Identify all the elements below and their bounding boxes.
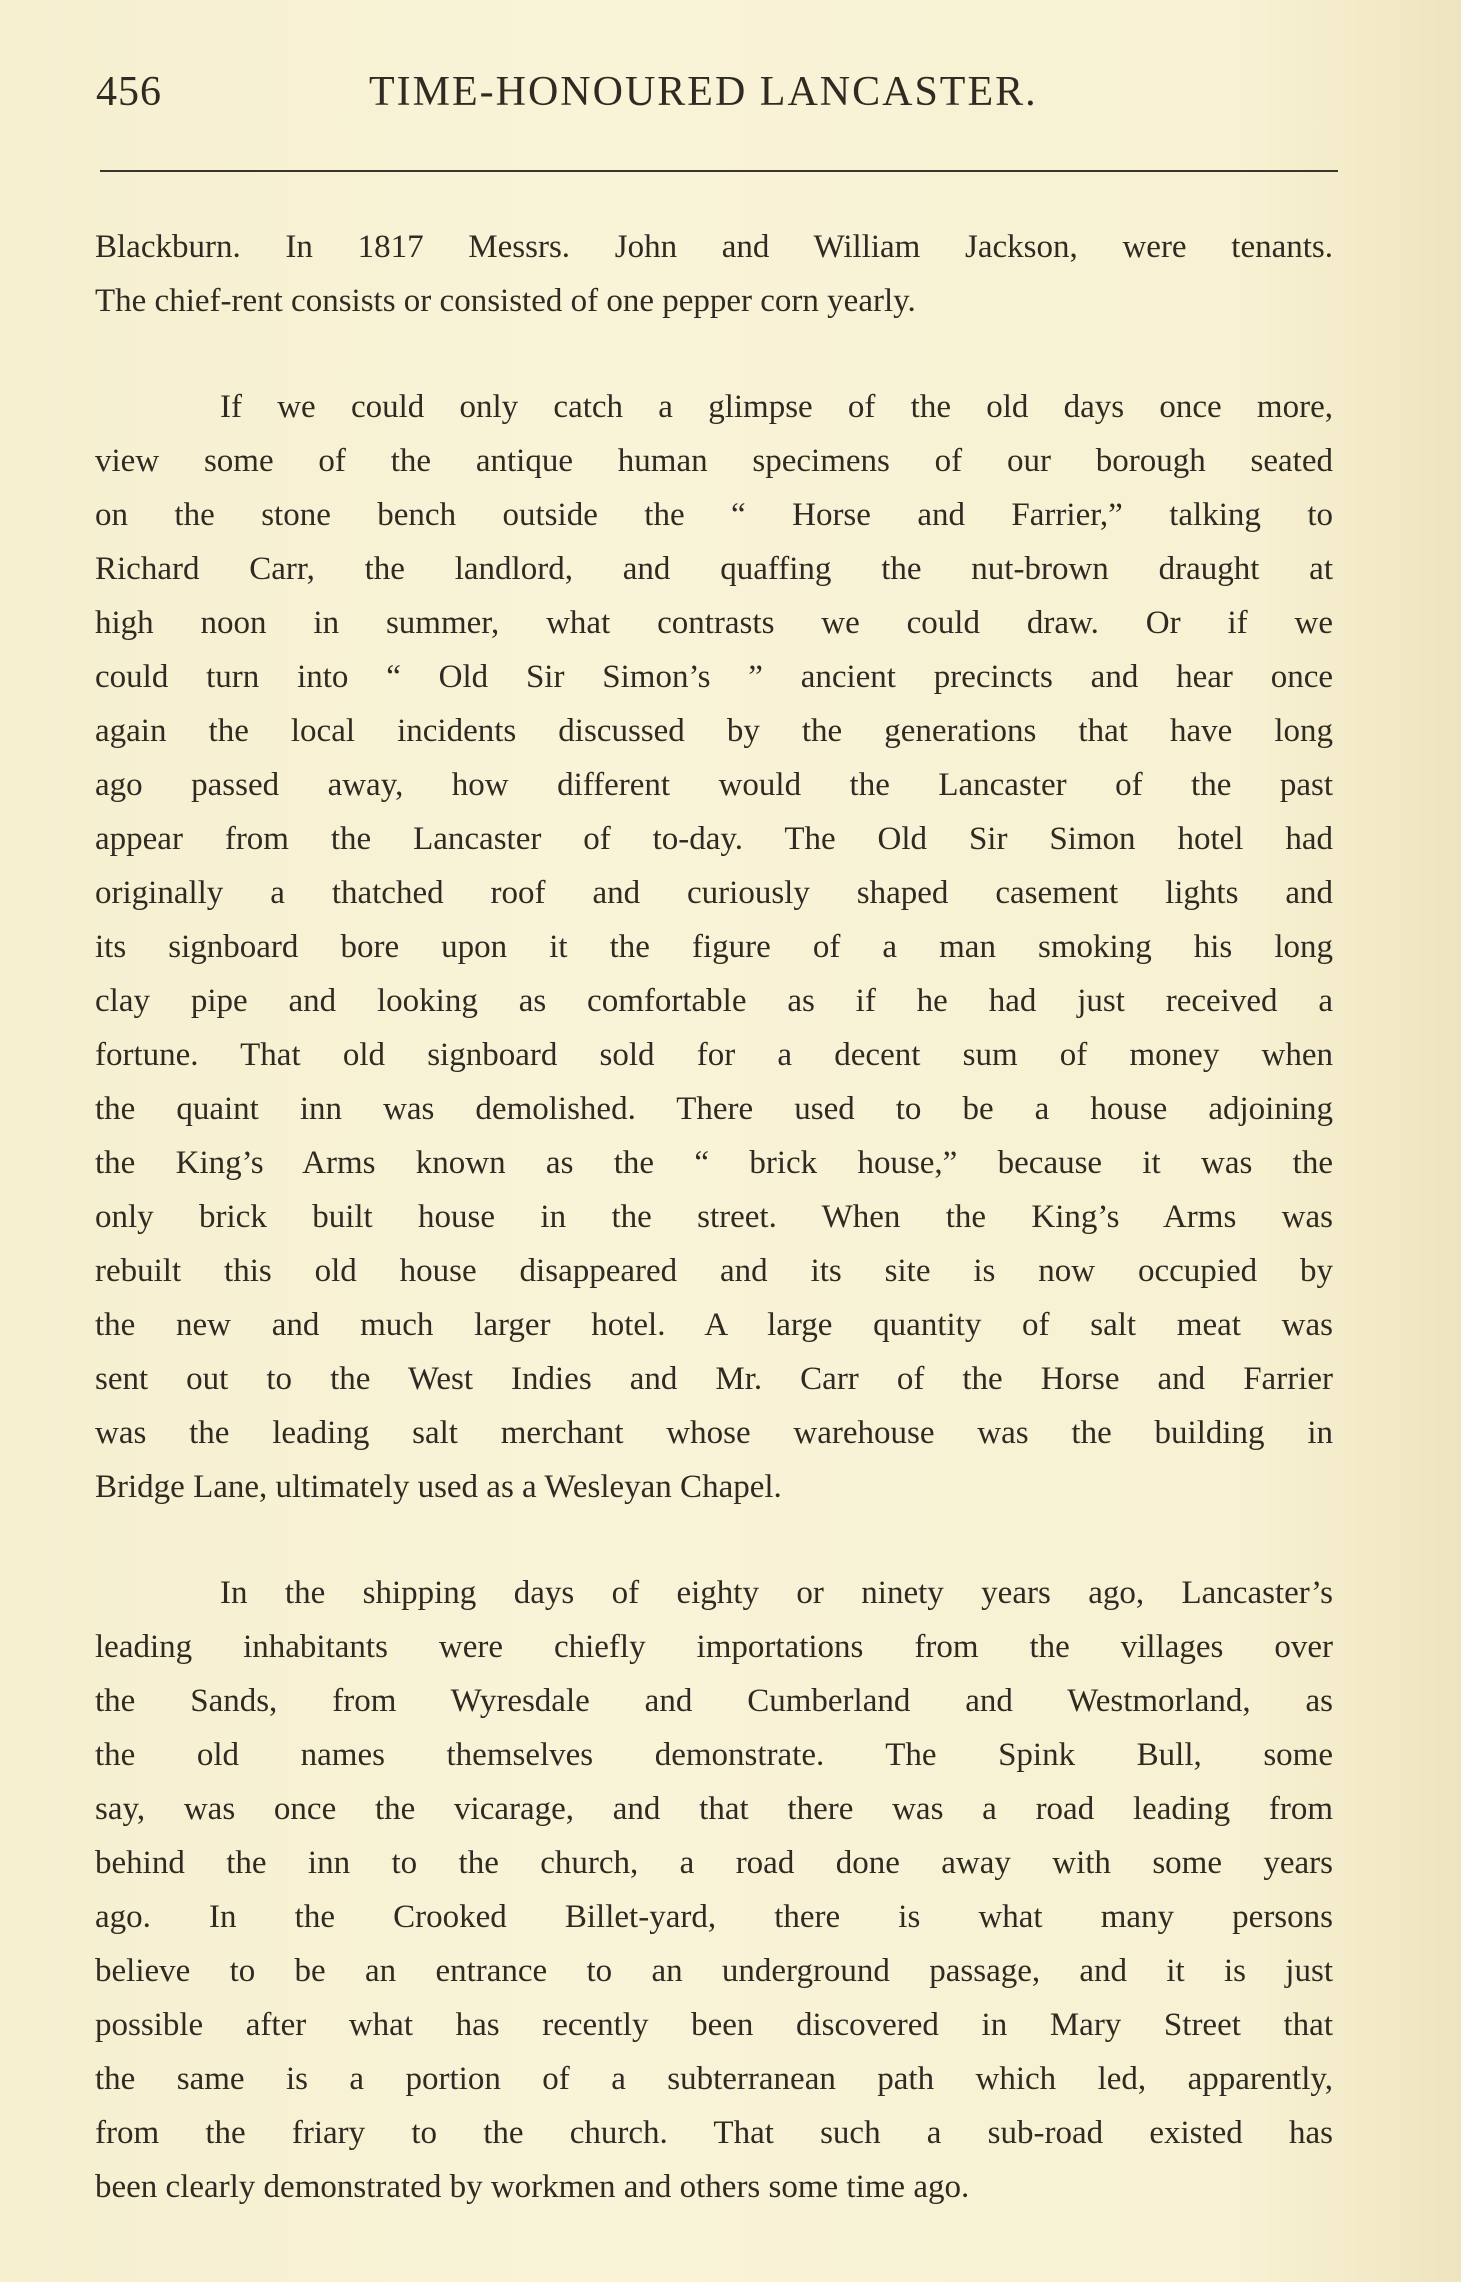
text-line: fortune. That old signboard sold for a decent sum of money when bbox=[95, 1037, 1333, 1073]
paragraph-1 bbox=[95, 220, 1333, 328]
text-line: Richard Carr, the landlord, and quaffing the nut-brown draught at bbox=[95, 551, 1333, 587]
text-line: originally a thatched roof and curiously shaped casement lights and bbox=[95, 875, 1333, 911]
running-head bbox=[96, 68, 1336, 118]
text-line: The chief-rent consists or consisted of one pepper corn yearly. bbox=[95, 283, 916, 319]
text-line: from the friary to the church. That such a sub-road existed has bbox=[95, 2115, 1333, 2151]
text-line: the Sands, from Wyresdale and Cumberland and Westmorland, as bbox=[95, 1683, 1333, 1719]
text-line: high noon in summer, what contrasts we could draw. Or if we bbox=[95, 605, 1333, 641]
text-line: leading inhabitants were chiefly importations from the villages over bbox=[95, 1629, 1333, 1665]
text-line: the King’s Arms known as the “ brick house,” because it was the bbox=[95, 1145, 1333, 1181]
paragraph-gap bbox=[95, 328, 1333, 380]
text-line: the old names themselves demonstrate. The Spink Bull, some bbox=[95, 1737, 1333, 1773]
text-line: possible after what has recently been discovered in Mary Street that bbox=[95, 2007, 1333, 2043]
text-line: on the stone bench outside the “ Horse and Farrier,” talking to bbox=[95, 497, 1333, 533]
text-line: believe to be an entrance to an underground passage, and it is just bbox=[95, 1953, 1333, 1989]
running-title: TIME-HONOURED LANCASTER. bbox=[369, 69, 1038, 115]
text-line: was the leading salt merchant whose warehouse was the building in bbox=[95, 1415, 1333, 1451]
text-line: rebuilt this old house disappeared and its site is now occupied by bbox=[95, 1253, 1333, 1289]
text-line: If we could only catch a glimpse of the old days once more, bbox=[220, 389, 1333, 425]
text-line: only brick built house in the street. When the King’s Arms was bbox=[95, 1199, 1333, 1235]
text-line: behind the inn to the church, a road done away with some years bbox=[95, 1845, 1333, 1881]
text-line: say, was once the vicarage, and that there was a road leading from bbox=[95, 1791, 1333, 1827]
text-line: its signboard bore upon it the figure of a man smoking his long bbox=[95, 929, 1333, 965]
body-text bbox=[95, 220, 1333, 2214]
text-line: the same is a portion of a subterranean path which led, apparently, bbox=[95, 2061, 1333, 2097]
text-line: clay pipe and looking as comfortable as if he had just received a bbox=[95, 983, 1333, 1019]
text-line: ago passed away, how different would the Lancaster of the past bbox=[95, 767, 1333, 803]
paragraph-3 bbox=[95, 1566, 1333, 2214]
header-rule-divider bbox=[100, 170, 1338, 172]
page-number: 456 bbox=[96, 69, 162, 115]
text-line: view some of the antique human specimens of our borough seated bbox=[95, 443, 1333, 479]
text-line: Blackburn. In 1817 Messrs. John and William Jackson, were tenants. bbox=[95, 229, 1333, 265]
text-line: again the local incidents discussed by the generations that have long bbox=[95, 713, 1333, 749]
text-line: the new and much larger hotel. A large quantity of salt meat was bbox=[95, 1307, 1333, 1343]
text-line: Bridge Lane, ultimately used as a Wesleyan Chapel. bbox=[95, 1469, 782, 1505]
paragraph-gap bbox=[95, 1514, 1333, 1566]
paragraph-2 bbox=[95, 380, 1333, 1514]
text-line: sent out to the West Indies and Mr. Carr of the Horse and Farrier bbox=[95, 1361, 1333, 1397]
text-line: ago. In the Crooked Billet-yard, there is what many persons bbox=[95, 1899, 1333, 1935]
text-line: the quaint inn was demolished. There used to be a house adjoining bbox=[95, 1091, 1333, 1127]
text-line: could turn into “ Old Sir Simon’s ” ancient precincts and hear once bbox=[95, 659, 1333, 695]
text-line: appear from the Lancaster of to-day. The Old Sir Simon hotel had bbox=[95, 821, 1333, 857]
text-line: been clearly demonstrated by workmen and others some time ago. bbox=[95, 2169, 970, 2205]
text-line: In the shipping days of eighty or ninety years ago, Lancaster’s bbox=[220, 1575, 1333, 1611]
